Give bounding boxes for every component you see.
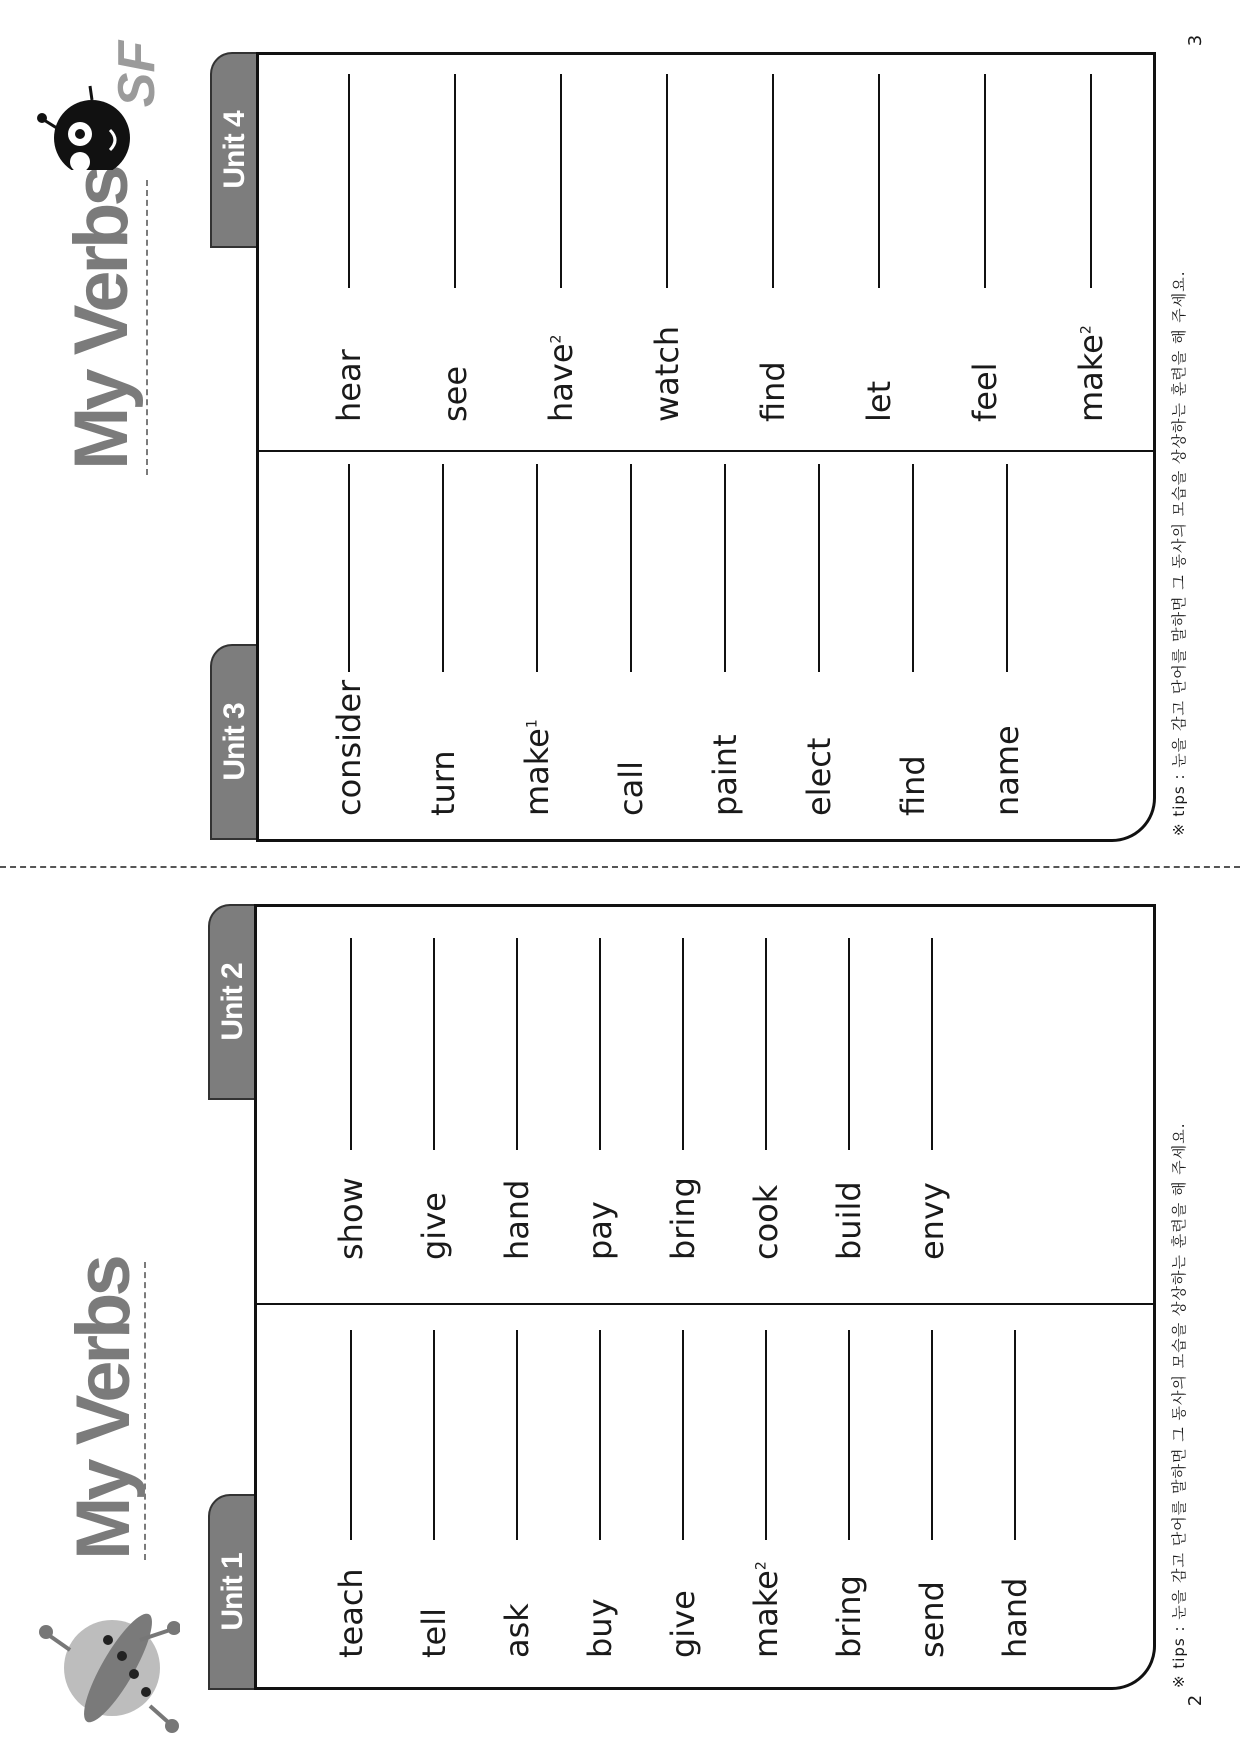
- unit3-word-superscript: 1: [524, 719, 541, 729]
- unit1-answer-line[interactable]: [931, 1330, 933, 1540]
- tips-right: ※ tips : 눈을 감고 단어를 말하면 그 동사의 모습을 상상하는 훈련을 해 주세요.: [1170, 270, 1188, 836]
- unit1-word-text: teach: [332, 1568, 370, 1658]
- unit4-word-watch-3: [648, 326, 686, 422]
- unit2-word-text: cook: [747, 1184, 785, 1260]
- unit4-answer-line[interactable]: [984, 74, 986, 288]
- unit1-word-text: give: [664, 1590, 702, 1658]
- unit4-word-see-1: [436, 366, 474, 422]
- unit3-word-text: name: [988, 725, 1026, 816]
- unit4-word-have-2: [542, 335, 580, 422]
- unit3-word-turn-1: [424, 750, 462, 816]
- unit4-answer-line[interactable]: [454, 74, 456, 288]
- unit2-word-text: build: [830, 1181, 868, 1260]
- unit2-word-pay-3: [581, 1201, 619, 1260]
- unit1-answer-line[interactable]: [765, 1330, 767, 1540]
- unit2-answer-line[interactable]: [931, 938, 933, 1150]
- unit1-word-text: bring: [830, 1575, 868, 1658]
- unit1-word-text: make: [747, 1570, 785, 1658]
- unit1-answer-line[interactable]: [433, 1330, 435, 1540]
- unit1-answer-line[interactable]: [1014, 1330, 1016, 1540]
- unit2-word-text: envy: [913, 1182, 951, 1260]
- tab-unit-4: [210, 52, 258, 248]
- unit1-word-ask-2: [498, 1603, 536, 1658]
- unit1-word-tell-1: [415, 1608, 453, 1658]
- unit1-answer-line[interactable]: [599, 1330, 601, 1540]
- unit4-answer-line[interactable]: [1090, 74, 1092, 288]
- panel-divider-right: [259, 450, 1153, 452]
- unit4-word-text: find: [754, 361, 792, 422]
- page-title-left: My Verbs: [61, 1258, 146, 1560]
- tab-unit-1-label: Unit 1: [216, 1553, 249, 1631]
- unit2-word-hand-2: [498, 1180, 536, 1260]
- title-underline-right: [146, 180, 148, 475]
- unit3-answer-line[interactable]: [630, 464, 632, 672]
- unit2-answer-line[interactable]: [433, 938, 435, 1150]
- unit2-word-text: hand: [498, 1179, 536, 1260]
- unit1-word-teach-0: [332, 1568, 370, 1658]
- unit2-word-give-1: [415, 1192, 453, 1260]
- unit3-word-make-2: [518, 719, 556, 816]
- unit1-word-hand-8: [996, 1578, 1034, 1658]
- unit4-word-feel-6: [966, 362, 1004, 422]
- unit3-word-text: paint: [706, 734, 744, 816]
- unit4-word-text: feel: [966, 362, 1004, 422]
- tab-unit-3: [210, 644, 258, 840]
- unit3-word-text: consider: [330, 679, 368, 816]
- unit4-answer-line[interactable]: [348, 74, 350, 288]
- unit1-answer-line[interactable]: [350, 1330, 352, 1540]
- unit2-word-bring-4: [664, 1177, 702, 1260]
- tab-unit-2: [208, 904, 256, 1100]
- tab-unit-2-label: Unit 2: [216, 963, 249, 1041]
- unit4-answer-line[interactable]: [878, 74, 880, 288]
- panel-divider-left: [257, 1303, 1153, 1305]
- unit2-answer-line[interactable]: [848, 938, 850, 1150]
- unit1-word-text: buy: [581, 1598, 619, 1658]
- tab-unit-3-label: Unit 3: [218, 703, 251, 781]
- unit4-word-let-5: [860, 381, 898, 422]
- unit2-word-text: bring: [664, 1177, 702, 1260]
- unit4-answer-line[interactable]: [666, 74, 668, 288]
- unit2-answer-line[interactable]: [765, 938, 767, 1150]
- unit3-answer-line[interactable]: [442, 464, 444, 672]
- unit3-word-call-3: [612, 761, 650, 816]
- cut-line: [0, 866, 1240, 868]
- unit2-word-cook-5: [747, 1185, 785, 1260]
- unit4-word-text: let: [860, 380, 898, 422]
- page-number-left: 2: [1185, 1694, 1207, 1707]
- unit3-word-find-6: [894, 755, 932, 816]
- unit3-word-text: make: [518, 728, 556, 816]
- unit1-word-text: hand: [996, 1577, 1034, 1658]
- unit1-word-text: ask: [498, 1603, 536, 1658]
- unit1-answer-line[interactable]: [848, 1330, 850, 1540]
- unit4-word-text: have: [542, 343, 580, 422]
- unit2-word-show-0: [332, 1177, 370, 1260]
- unit4-word-superscript: 2: [548, 334, 565, 344]
- unit3-word-elect-5: [800, 738, 838, 816]
- unit4-answer-line[interactable]: [772, 74, 774, 288]
- unit1-answer-line[interactable]: [682, 1330, 684, 1540]
- unit3-answer-line[interactable]: [536, 464, 538, 672]
- unit4-word-text: make: [1072, 334, 1110, 422]
- unit3-answer-line[interactable]: [1006, 464, 1008, 672]
- unit3-word-name-7: [988, 725, 1026, 816]
- page-title-right: My Verbs: [59, 168, 144, 470]
- unit3-word-text: elect: [800, 737, 838, 816]
- unit4-word-text: hear: [330, 349, 368, 422]
- unit3-answer-line[interactable]: [912, 464, 914, 672]
- unit2-answer-line[interactable]: [350, 938, 352, 1150]
- unit1-word-send-7: [913, 1581, 951, 1658]
- unit4-word-text: see: [436, 365, 474, 422]
- logo-text: SF: [108, 40, 167, 108]
- unit3-answer-line[interactable]: [724, 464, 726, 672]
- unit2-word-text: give: [415, 1192, 453, 1260]
- unit1-answer-line[interactable]: [516, 1330, 518, 1540]
- unit2-answer-line[interactable]: [682, 938, 684, 1150]
- unit4-word-find-4: [754, 361, 792, 422]
- tab-unit-1: [208, 1494, 256, 1690]
- unit2-word-text: pay: [581, 1201, 619, 1260]
- unit1-word-superscript: 2: [753, 1561, 770, 1571]
- unit2-word-text: show: [332, 1177, 370, 1260]
- unit2-word-build-6: [830, 1181, 868, 1260]
- unit1-word-give-4: [664, 1590, 702, 1658]
- unit3-word-text: call: [612, 761, 650, 816]
- unit4-word-superscript: 2: [1078, 325, 1095, 335]
- unit1-word-bring-6: [830, 1575, 868, 1658]
- panel-left: [254, 904, 1156, 1690]
- unit4-answer-line[interactable]: [560, 74, 562, 288]
- unit4-word-text: watch: [648, 325, 686, 422]
- unit2-word-envy-7: [913, 1182, 951, 1260]
- unit1-word-text: send: [913, 1581, 951, 1658]
- unit1-word-make-5: [747, 1561, 785, 1658]
- unit3-answer-line[interactable]: [818, 464, 820, 672]
- unit1-word-buy-3: [581, 1598, 619, 1658]
- unit4-word-hear-0: [330, 349, 368, 422]
- unit3-word-consider-0: [330, 680, 368, 816]
- tips-left: ※ tips : 눈을 감고 단어를 말하면 그 동사의 모습을 상상하는 훈련을 해 주세요.: [1170, 1122, 1188, 1688]
- tab-unit-4-label: Unit 4: [218, 111, 251, 189]
- unit3-word-text: find: [894, 755, 932, 816]
- panel-right: [256, 52, 1156, 842]
- unit3-word-text: turn: [424, 750, 462, 816]
- unit3-word-paint-4: [706, 734, 744, 816]
- unit4-word-make-7: [1072, 325, 1110, 422]
- ufo-mascot-icon: [30, 1590, 180, 1740]
- unit2-answer-line[interactable]: [599, 938, 601, 1150]
- unit2-answer-line[interactable]: [516, 938, 518, 1150]
- page-number-right: 3: [1185, 34, 1207, 47]
- unit1-word-text: tell: [415, 1607, 453, 1658]
- title-underline-left: [144, 1262, 146, 1560]
- unit3-answer-line[interactable]: [348, 464, 350, 672]
